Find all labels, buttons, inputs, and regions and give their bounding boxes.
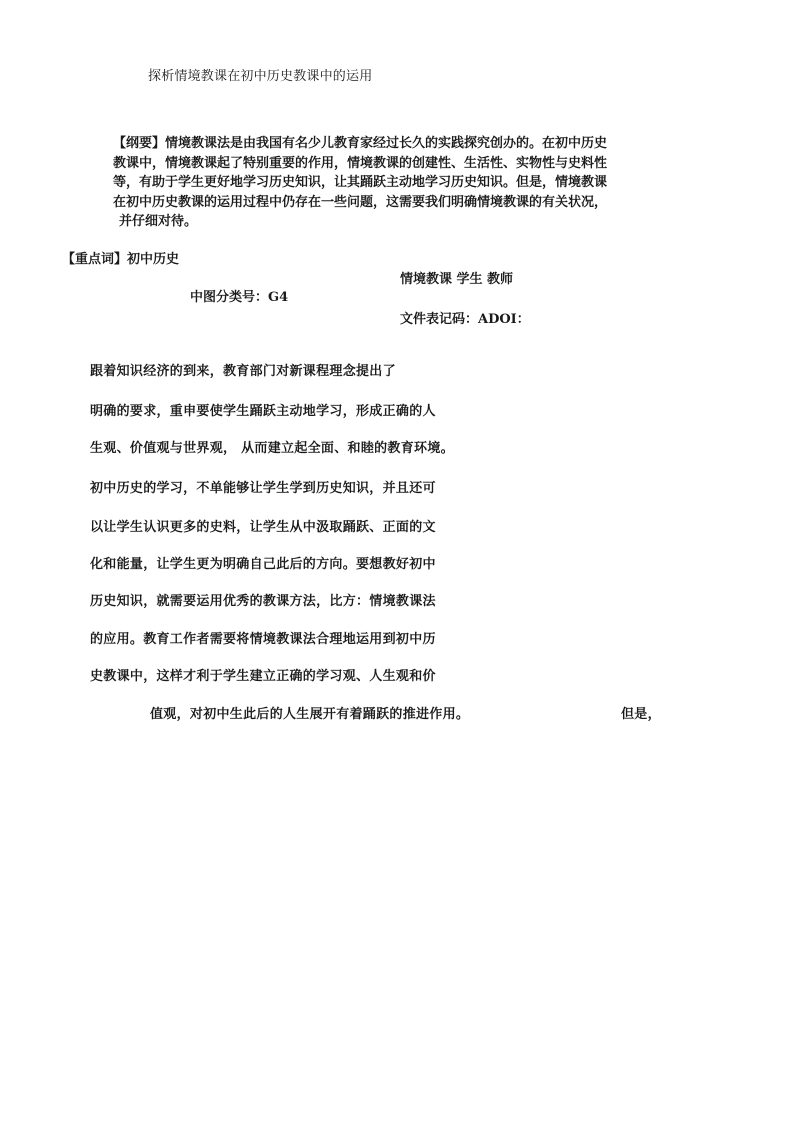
body-line: 初中历史的学习，不单能够让学生学到历史知识，并且还可	[90, 481, 436, 496]
body-line: 化和能量，让学生更为明确自己此后的方向。要想教好初中	[90, 557, 436, 572]
keywords-rest: 情境教课 学生 教师	[400, 272, 514, 287]
abstract-line: 并仔细对待。	[119, 214, 198, 229]
abstract-line: 在初中历史教课的运用过程中仍存在一些问题，这需要我们明确情境教课的有关状况，	[113, 194, 608, 210]
body-line: 历史知识，就需要运用优秀的教课方法，比方：情境教课法	[90, 594, 436, 609]
keywords-label: 【重点词】初中历史	[62, 252, 180, 267]
body-line: 史教课中，这样才利于学生建立正确的学习观、人生观和价	[90, 669, 436, 684]
body-line: 明确的要求，重申要使学生踊跃主动地学习，形成正确的人	[90, 404, 436, 419]
abstract-line: 教课中，情境教课起了特别重要的作用，情境教课的创建性、生活性、实物性与史料性	[113, 155, 608, 171]
document-id: 文件表记码：ADOI：	[400, 312, 530, 327]
body-line: 生观、价值观与世界观， 从而建立起全面、和睦的教育环境。	[90, 441, 454, 456]
classification-number: 中图分类号：G4	[190, 290, 289, 305]
body-line: 跟着知识经济的到来，教育部门对新课程理念提出了	[90, 364, 396, 379]
body-line: 的应用。教育工作者需要将情境教课法合理地运用到初中历	[90, 632, 436, 647]
abstract-line: 【纲要】情境教课法是由我国有名少儿教育家经过长久的实践探究创办的。在初中历史	[113, 136, 608, 151]
document-title: 探析情境教课在初中历史教课中的运用	[148, 69, 373, 84]
body-line: 值观，对初中生此后的人生展开有着踊跃的推进作用。	[150, 707, 470, 722]
body-line-tail: 但是，	[621, 707, 661, 722]
body-line: 以让学生认识更多的史料，让学生从中汲取踊跃、正面的文	[90, 520, 436, 535]
abstract-line: 等，有助于学生更好地学习历史知识，让其踊跃主动地学习历史知识。但是，情境教课	[113, 175, 608, 190]
abstract-block	[113, 134, 643, 232]
